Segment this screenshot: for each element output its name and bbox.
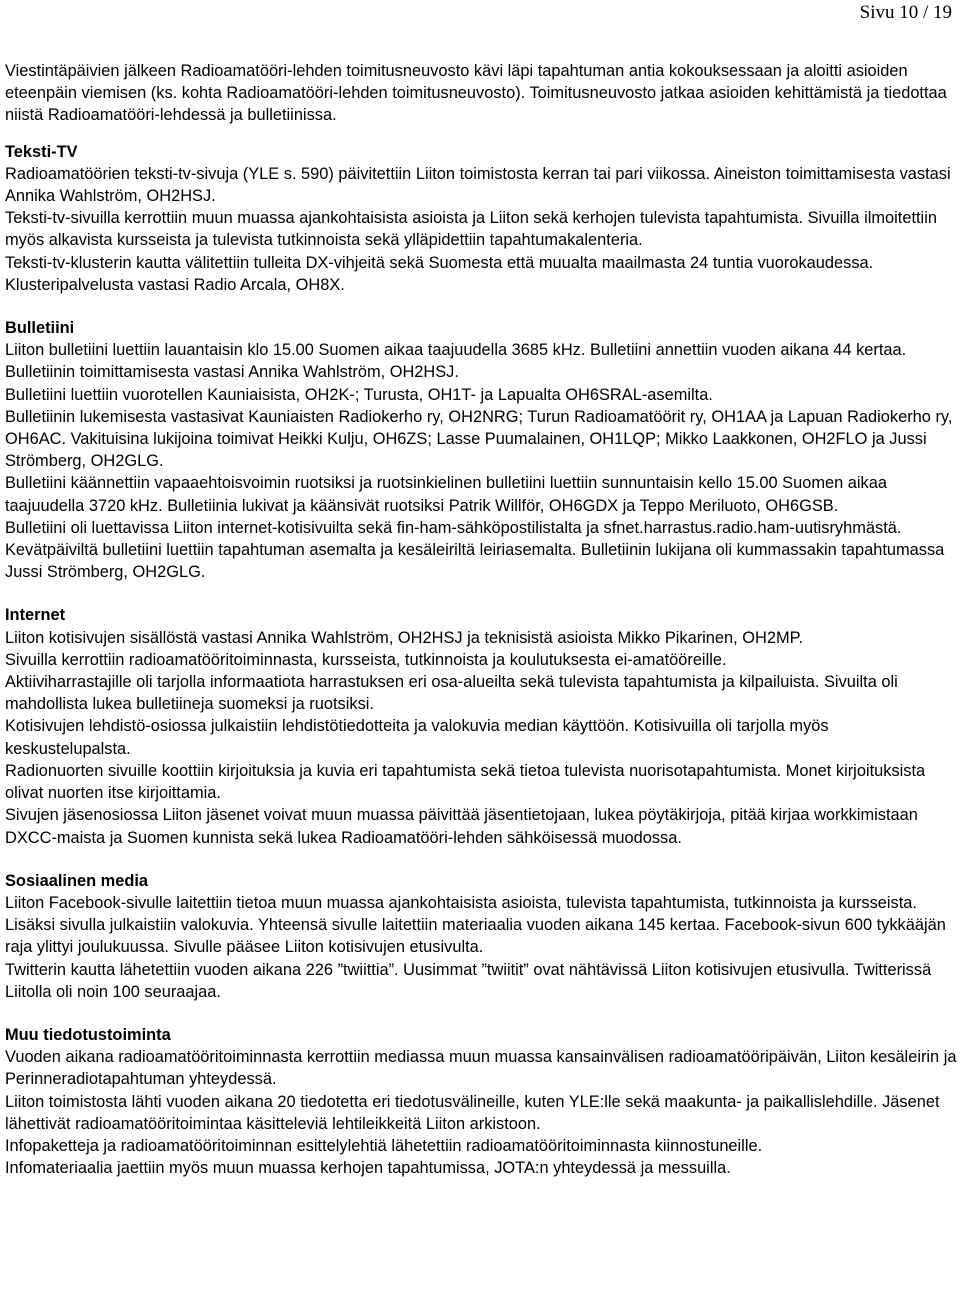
section-bulletiini: [5, 317, 957, 583]
section-heading-teksti-tv: Teksti-TV: [5, 142, 78, 161]
section-internet: [5, 604, 957, 848]
paragraph: Bulletiini käännettiin vapaaehtoisvoimin ruotsiksi ja ruotsinkielinen bulletiini luettiin sunnuntaisin kello 15.00 Suomen aikaa taajuudella 3720 kHz. Bulletiinia lukivat ja käänsivät ruotsiksi Patrik Willför, OH6GDX ja Teppo Meriluoto, OH6GSB.: [5, 474, 887, 515]
section-heading-bulletiini: Bulletiini: [5, 319, 75, 338]
paragraph: Bulletiini luettiin vuorotellen Kauniaisista, OH2K-; Turusta, OH1T- ja Lapualta OH6SRAL-asemilta.: [5, 385, 713, 404]
paragraph: Infomateriaalia jaettiin myös muun muassa kerhojen tapahtumissa, JOTA:n yhteydessä ja messuilla.: [5, 1159, 731, 1178]
section-heading-sosiaalinen-media: Sosiaalinen media: [5, 871, 149, 890]
paragraph: Twitterin kautta lähetettiin vuoden aikana 226 ”twiittia”. Uusimmat ”twiitit” ovat nähtävissä Liiton kotisivujen etusivulla. Twitterissä Liitolla oli noin 100 seuraajaa.: [5, 960, 932, 1001]
section-teksti-tv: [5, 141, 957, 296]
paragraph: Vuoden aikana radioamatööritoiminnasta kerrottiin mediassa muun muassa kansainvälisen radioamatööripäivän, Liiton kesäleirin ja Perinneradiotapahtuman yhteydessä.: [5, 1048, 957, 1089]
paragraph: Radioamatöörien teksti-tv-sivuja (YLE s. 590) päivitettiin Liiton toimistosta kerran tai pari viikossa. Aineiston toimittamisesta vastasi Annika Wahlström, OH2HSJ.: [5, 164, 951, 206]
paragraph: Liiton bulletiini luettiin lauantaisin klo 15.00 Suomen aikaa taajuudella 3685 kHz. Bulletiini annettiin vuoden aikana 44 kertaa. Bulletiinin toimittamisesta vastasi Annika Wahlström, OH2HSJ.: [5, 341, 907, 382]
paragraph: Aktiiviharrastajille oli tarjolla informaatiota harrastuksen eri osa-alueilta sekä tulevista tapahtumista ja kilpailuista. Sivuilta oli mahdollista lukea bulletiineja suomeksi ja ruotsiksi.: [5, 673, 898, 714]
section-heading-internet: Internet: [5, 606, 66, 625]
intro-paragraph: Viestintäpäivien jälkeen Radioamatööri-lehden toimitusneuvosto kävi läpi tapahtuman antia kokouksessaan ja aloitti asioiden eteenpäin viemisen (ks. kohta Radioamatööri-lehden toimitusneuvosto). Toimitusneuvosto jatkaa asioiden kehittämistä ja tiedottaa niistä Radioamatööri-lehdessä ja bulletiinissa.: [5, 62, 947, 125]
paragraph: Radionuorten sivuille koottiin kirjoituksia ja kuvia eri tapahtumista sekä tietoa tulevista nuorisotapahtumista. Monet kirjoituksista olivat nuorten itse kirjoittamia.: [5, 761, 926, 803]
paragraph: Kotisivujen lehdistö-osiossa julkaistiin lehdistötiedotteita ja valokuvia median käyttöön. Kotisivuilla oli tarjolla myös keskustelupalsta.: [5, 717, 829, 758]
section-muu-tiedotustoiminta: [5, 1024, 957, 1179]
paragraph: Teksti-tv-klusterin kautta välitettiin tulleita DX-vihjeitä sekä Suomesta että muualta maailmasta 24 tuntia vuorokaudessa. Klusteripalvelusta vastasi Radio Arcala, OH8X.: [5, 253, 874, 294]
paragraph: Liiton toimistosta lähti vuoden aikana 20 tiedotetta eri tiedotusvälineille, kuten YLE:lle sekä maakunta- ja paikallislehdille. Jäsenet lähettivät radioamatööritoimintaa käsitteleviä lehtileikkeitä Liiton arkistoon.: [5, 1092, 940, 1133]
section-sosiaalinen-media: [5, 870, 957, 1003]
paragraph: Bulletiinin lukemisesta vastasivat Kauniaisten Radiokerho ry, OH2NRG; Turun Radioamatöörit ry, OH1AA ja Lapuan Radiokerho ry, OH6AC. Vakituisina lukijoina toimivat Heikki Kulju, OH6ZS; Lasse Puumalainen, OH1LQP; Mikko Laakkonen, OH2FLO ja Jussi Strömberg, OH2GLG.: [5, 407, 953, 471]
paragraph: Liiton Facebook-sivulle laitettiin tietoa muun muassa ajankohtaisista asioista, tulevista tapahtumista, tutkinnoista ja kursseista. Lisäksi sivulla julkaistiin valokuvia. Yhteensä sivulle laitettiin materiaalia vuoden aikana 145 kertaa. Facebook-sivun 600 tykkääjän raja ylittyi joulukuussa. Sivulle pääsee Liiton kotisivujen etusivulta.: [5, 893, 946, 957]
paragraph: Kevätpäiviltä bulletiini luettiin tapahtuman asemalta ja kesäleiriltä leiriasemalta. Bulletiinin lukijana oli kummassakin tapahtumassa Jussi Strömberg, OH2GLG.: [5, 541, 945, 582]
document-body: [5, 60, 957, 1179]
paragraph: Teksti-tv-sivuilla kerrottiin muun muassa ajankohtaisista asioista ja Liiton sekä kerhojen tulevista tapahtumista. Sivuilla ilmoitettiin myös alkavista kursseista ja tulevista tutkinnoista sekä ylläpidettiin tapahtumakalenteria.: [5, 209, 937, 250]
paragraph: Bulletiini oli luettavissa Liiton internet-kotisivuilta sekä fin-ham-sähköpostilistalta ja sfnet.harrastus.radio.ham-uutisryhmästä.: [5, 518, 902, 537]
paragraph: Liiton kotisivujen sisällöstä vastasi Annika Wahlström, OH2HSJ ja teknisistä asioista Mikko Pikarinen, OH2MP.: [5, 628, 803, 647]
section-heading-muu-tiedotustoiminta: Muu tiedotustoiminta: [5, 1025, 171, 1044]
page-number: Sivu 10 / 19: [859, 2, 952, 23]
paragraph: Sivuilla kerrottiin radioamatööritoiminnasta, kursseista, tutkinnoista ja koulutuksesta ei-amatööreille.: [5, 650, 727, 669]
paragraph: Sivujen jäsenosiossa Liiton jäsenet voivat muun muassa päivittää jäsentietojaan, lukea pöytäkirjoja, pitää kirjaa workkimistaan DXCC-maista ja Suomen kunnista sekä lukea Radioamatööri-lehden sähköisessä muodossa.: [5, 806, 918, 847]
paragraph: Infopaketteja ja radioamatööritoiminnan esittelylehtiä lähetettiin radioamatööritoiminnasta kiinnostuneille.: [5, 1136, 763, 1155]
